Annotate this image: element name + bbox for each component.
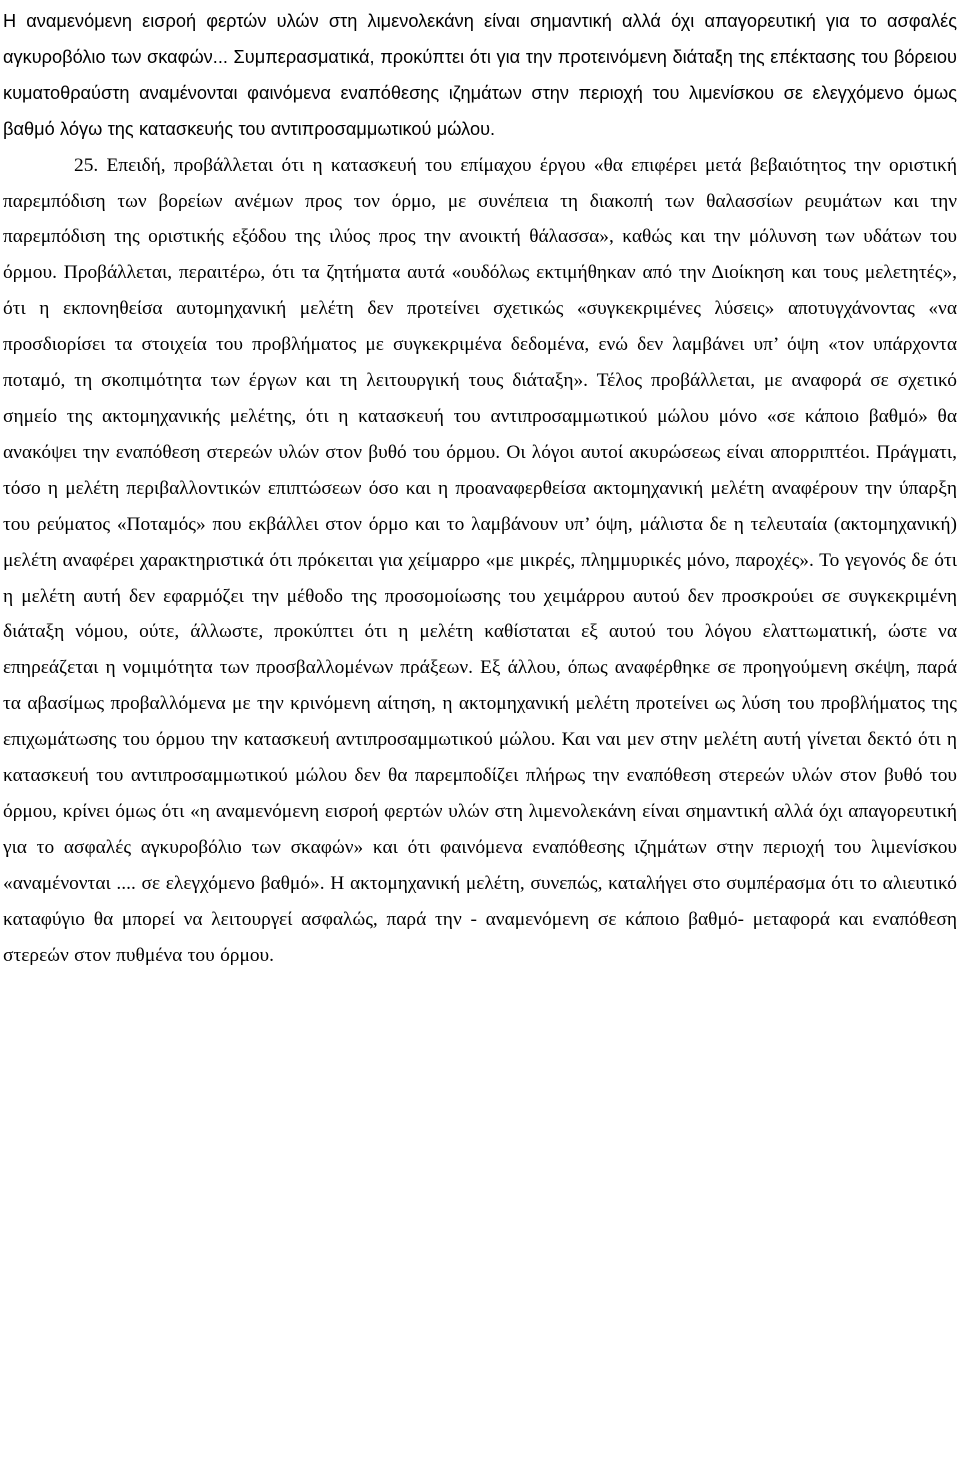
paragraph-number: 25. bbox=[74, 154, 99, 176]
paragraph-25-text: Επειδή, προβάλλεται ότι η κατασκευή του επίμαχου έργου «θα επιφέρει μετά βεβαιότητος την οριστική παρεμπόδιση των βορείων ανέμων προς τον όρμο, με συνέπεια τη διακοπή των θαλασσίων ρευμάτων και την παρεμπόδιση της οριστικής εξόδου της ιλύος προς την ανοικτή θάλασσα», καθώς και την μόλυνση των υδάτων του όρμου. Προβάλλεται, περαιτέρω, ότι τα ζητήματα αυτά «ουδόλως εκτιμήθηκαν από την Διοίκηση και τους μελετητές», ότι η εκπονηθείσα αυτομηχανική μελέτη δεν προτείνει σχετικώς «συγκεκριμένες λύσεις» αποτυγχάνοντας «να προσδιορίσει τα στοιχεία του προβλήματος με συγκεκριμένα δεδομένα, ενώ δεν λαμβάνει υπ’ όψη «τον υπάρχοντα ποταμό, τη σκοπιμότητα των έργων και τη λειτουργική τους διάταξη». Τέλος προβάλλεται, με αναφορά σε σχετικό σημείο της ακτομηχανικής μελέτης, ότι η κατασκευή του αντιπροσαμμωτικού μώλου μόνο «σε κάποιο βαθμό» θα ανακόψει την εναπόθεση στερεών υλών στον βυθό του όρμου. Οι λόγοι αυτοί ακυρώσεως είναι απορριπτέοι. Πράγματι, τόσο η μελέτη περιβαλλοντικών επιπτώσεων όσο και η προαναφερθείσα ακτομηχανική μελέτη αναφέρουν την ύπαρξη του ρεύματος «Ποταμός» που εκβάλλει στον όρμο και το λαμβάνουν υπ’ όψη, μάλιστα δε η τελευταία (ακτομηχανική) μελέτη αναφέρει χαρακτηριστικά ότι πρόκειται για χείμαρρο «με μικρές, πλημμυρικές μόνο, παροχές». Το γεγονός δε ότι η μελέτη αυτή δεν εφαρμόζει την μέθοδο της προσομοίωσης του χειμάρρου αυτού δεν προσκρούει σε συγκεκριμένη διάταξη νόμου, ούτε, άλλωστε, προκύπτει ότι η μελέτη καθίσταται εξ αυτού του λόγου ελαττωματική, ώστε να επηρεάζεται η νομιμότητα των προσβαλλομένων πράξεων. Εξ άλλου, όπως αναφέρθηκε σε προηγούμενη σκέψη, παρά τα αβασίμως προβαλλόμενα με την κρινόμενη αίτηση, η ακτομηχανική μελέτη προτείνει ως λύση του προβλήματος της επιχωμάτωσης του όρμου την κατασκευή αντιπροσαμμωτικού μώλου. Και ναι μεν στην μελέτη αυτή γίνεται δεκτό ότι η κατασκευή του αντιπροσαμμωτικού μώλου δεν θα παρεμποδίζει πλήρως την εναπόθεση στερεών υλών στον βυθό του όρμου, κρίνει όμως ότι «η αναμενόμενη εισροή φερτών υλών στη λιμενολεκάνη είναι σημαντική αλλά όχι απαγορευτική για το ασφαλές αγκυροβόλιο των σκαφών» και ότι φαινόμενα εναπόθεσης ιζημάτων στην περιοχή του λιμενίσκου «αναμένονται .... σε ελεγχόμενο βαθμό». Η ακτομηχανική μελέτη, συνεπώς, καταλήγει στο συμπέρασμα ότι το αλιευτικό καταφύγιο θα μπορεί να λειτουργεί ασφαλώς, παρά την - αναμενόμενη σε κάποιο βαθμό- μεταφορά και εναπόθεση στερεών στον πυθμένα του όρμου. bbox=[3, 154, 957, 966]
paragraph-25 bbox=[3, 148, 957, 974]
paragraph-continued: Η αναμενόμενη εισροή φερτών υλών στη λιμενολεκάνη είναι σημαντική αλλά όχι απαγορευτική για το ασφαλές αγκυροβόλιο των σκαφών... Συμπερασματικά, προκύπτει ότι για την προτεινόμενη διάταξη της επέκτασης του βόρειου κυματοθραύστη αναμένονται φαινόμενα εναπόθεσης ιζημάτων στην περιοχή του λιμενίσκου σε ελεγχόμενο όμως βαθμό λόγω της κατασκευής του αντιπροσαμμωτικού μώλου. bbox=[3, 11, 957, 139]
